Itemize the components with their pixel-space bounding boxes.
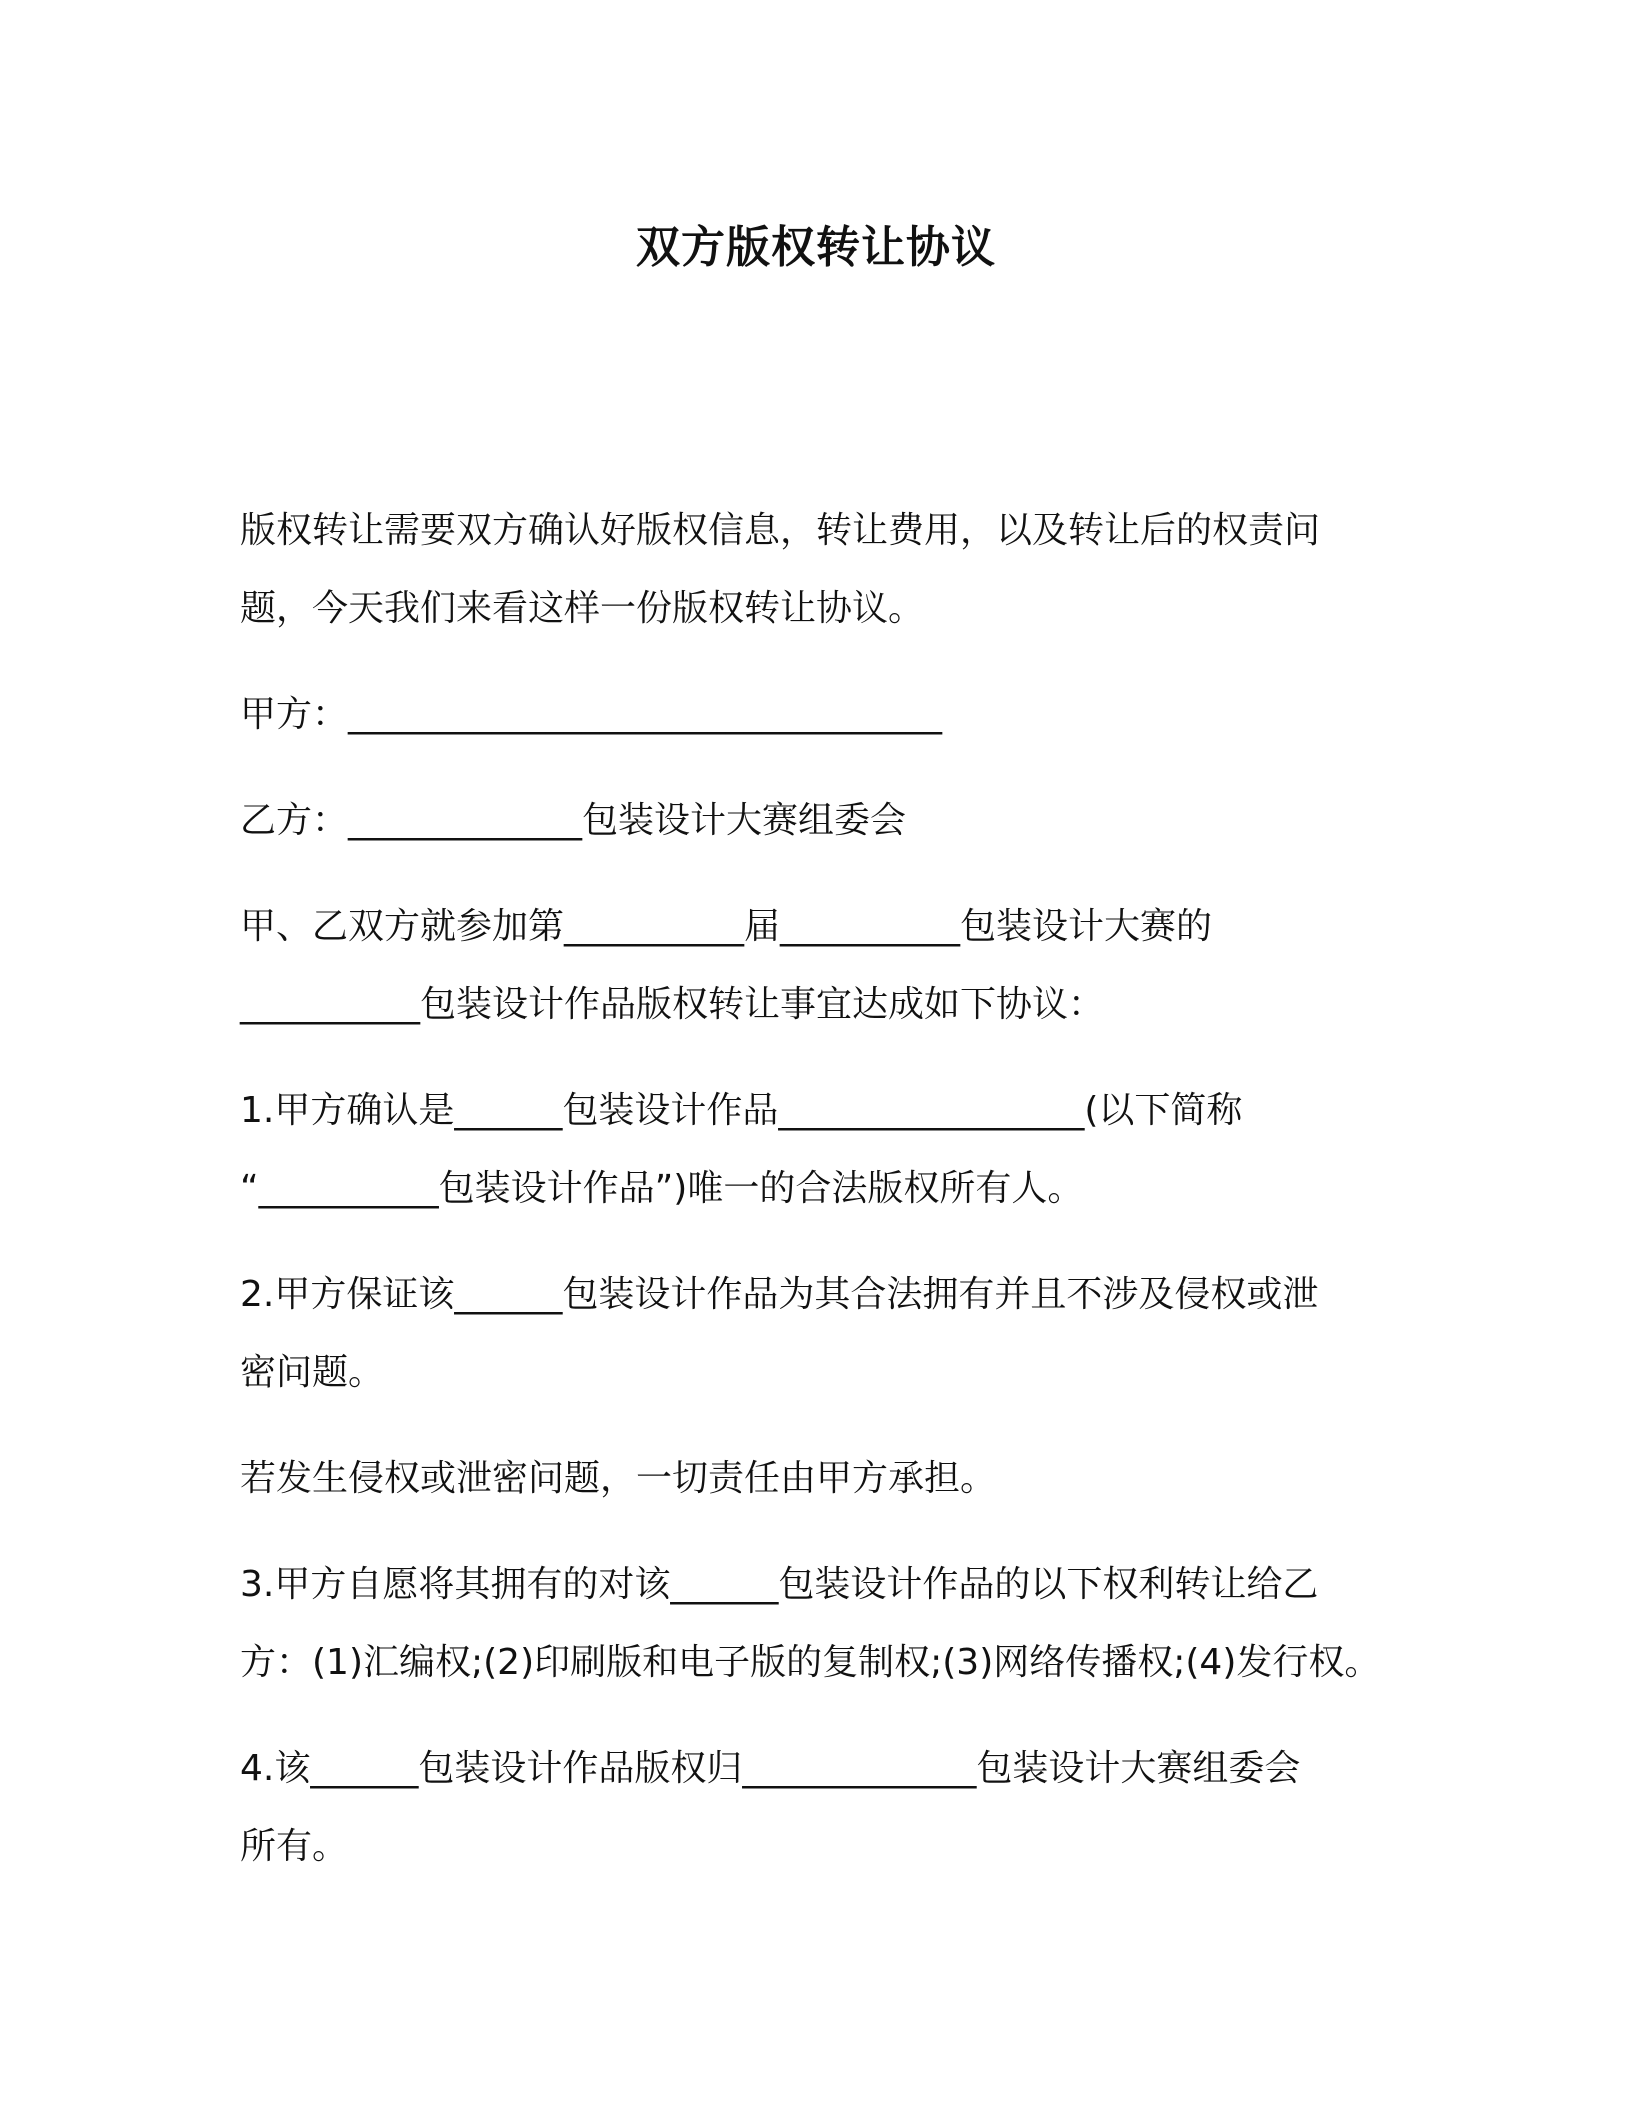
paragraph-line: __________包装设计作品版权转让事宜达成如下协议： bbox=[240, 984, 1105, 1025]
paragraph-line: 1.甲方确认是______包装设计作品_________________(以下简称 bbox=[240, 1090, 1243, 1131]
clause-1 bbox=[240, 1072, 1420, 1228]
paragraph-line: 方：(1)汇编权;(2)印刷版和电子版的复制权;(3)网络传播权;(4)发行权。 bbox=[240, 1642, 1381, 1683]
paragraph-line: 版权转让需要双方确认好版权信息，转让费用，以及转让后的权责问 bbox=[240, 510, 1321, 551]
clause-4 bbox=[240, 1730, 1420, 1886]
paragraph-line: 甲方：_________________________________ bbox=[240, 694, 943, 735]
paragraph-line: “__________包装设计作品”)唯一的合法版权所有人。 bbox=[240, 1168, 1084, 1209]
paragraph-line: 密问题。 bbox=[240, 1352, 385, 1393]
liability-statement bbox=[240, 1440, 1420, 1518]
paragraph-line: 若发生侵权或泄密问题，一切责任由甲方承担。 bbox=[240, 1458, 997, 1499]
paragraph-line: 2.甲方保证该______包装设计作品为其合法拥有并且不涉及侵权或泄 bbox=[240, 1274, 1319, 1315]
paragraph-line: 4.该______包装设计作品版权归_____________包装设计大赛组委会 bbox=[240, 1748, 1301, 1789]
paragraph-line: 所有。 bbox=[240, 1826, 349, 1867]
intro-paragraph bbox=[240, 492, 1420, 648]
paragraph-line: 甲、乙双方就参加第__________届__________包装设计大赛的 bbox=[240, 906, 1213, 947]
document-title: 双方版权转让协议 bbox=[636, 222, 996, 273]
agreement-preamble bbox=[240, 888, 1420, 1044]
party-b-line bbox=[240, 782, 1420, 860]
paragraph-line: 3.甲方自愿将其拥有的对该______包装设计作品的以下权利转让给乙 bbox=[240, 1564, 1319, 1605]
clause-3 bbox=[240, 1546, 1420, 1702]
paragraph-line: 乙方：_____________包装设计大赛组委会 bbox=[240, 800, 907, 841]
party-a-line bbox=[240, 676, 1420, 754]
document-body bbox=[240, 492, 1420, 1914]
clause-2 bbox=[240, 1256, 1420, 1412]
paragraph-line: 题，今天我们来看这样一份版权转让协议。 bbox=[240, 588, 925, 629]
